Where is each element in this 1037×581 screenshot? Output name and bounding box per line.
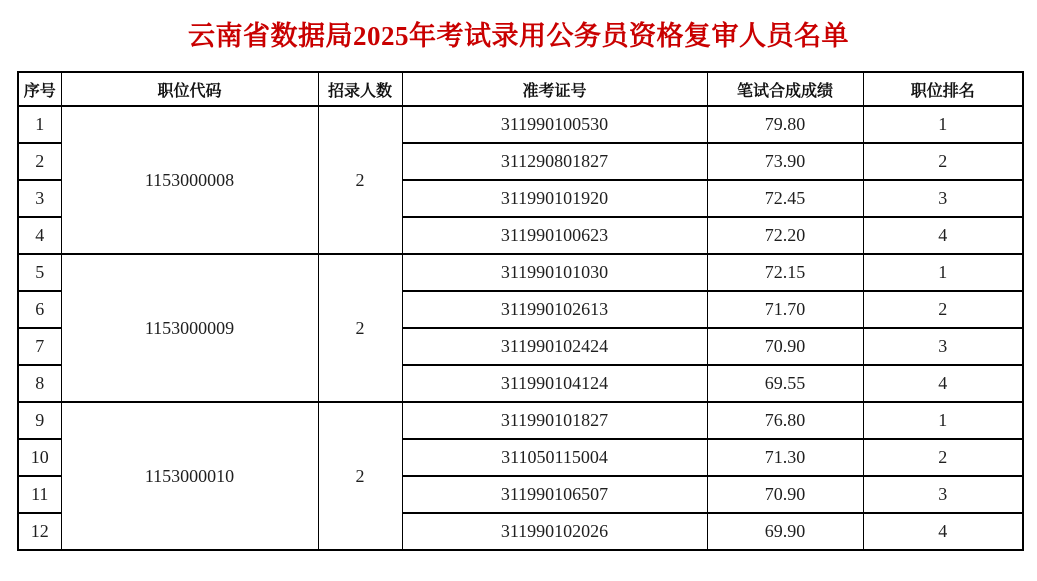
cell-ticket-number: 311990101030 [402, 254, 707, 291]
column-header-rank: 职位排名 [863, 72, 1023, 106]
cell-position-code: 1153000009 [61, 254, 318, 402]
cell-rank: 4 [863, 513, 1023, 550]
cell-ticket-number: 311990102613 [402, 291, 707, 328]
cell-index: 2 [18, 143, 61, 180]
cell-rank: 4 [863, 217, 1023, 254]
cell-score: 69.90 [707, 513, 863, 550]
cell-rank: 4 [863, 365, 1023, 402]
cell-rank: 3 [863, 476, 1023, 513]
cell-score: 70.90 [707, 328, 863, 365]
cell-index: 1 [18, 106, 61, 143]
cell-recruit-count: 2 [318, 402, 402, 550]
cell-index: 9 [18, 402, 61, 439]
cell-index: 7 [18, 328, 61, 365]
table-row [18, 106, 1023, 143]
cell-rank: 1 [863, 106, 1023, 143]
cell-ticket-number: 311990100623 [402, 217, 707, 254]
qualification-review-table [17, 71, 1024, 551]
cell-rank: 3 [863, 328, 1023, 365]
table-row [18, 402, 1023, 439]
page-title: 云南省数据局2025年考试录用公务员资格复审人员名单 [188, 21, 849, 51]
cell-ticket-number: 311990101920 [402, 180, 707, 217]
cell-ticket-number: 311290801827 [402, 143, 707, 180]
cell-ticket-number: 311050115004 [402, 439, 707, 476]
cell-rank: 2 [863, 291, 1023, 328]
cell-score: 79.80 [707, 106, 863, 143]
cell-score: 72.15 [707, 254, 863, 291]
cell-position-code: 1153000010 [61, 402, 318, 550]
cell-score: 72.20 [707, 217, 863, 254]
cell-score: 70.90 [707, 476, 863, 513]
column-header-recruit-count: 招录人数 [318, 72, 402, 106]
cell-index: 8 [18, 365, 61, 402]
cell-recruit-count: 2 [318, 106, 402, 254]
table-row [18, 254, 1023, 291]
column-header-score: 笔试合成成绩 [707, 72, 863, 106]
cell-score: 72.45 [707, 180, 863, 217]
cell-score: 71.30 [707, 439, 863, 476]
cell-score: 71.70 [707, 291, 863, 328]
cell-rank: 3 [863, 180, 1023, 217]
cell-score: 73.90 [707, 143, 863, 180]
column-header-ticket-number: 准考证号 [402, 72, 707, 106]
cell-ticket-number: 311990101827 [402, 402, 707, 439]
cell-position-code: 1153000008 [61, 106, 318, 254]
cell-rank: 1 [863, 402, 1023, 439]
cell-rank: 2 [863, 439, 1023, 476]
cell-ticket-number: 311990100530 [402, 106, 707, 143]
cell-rank: 1 [863, 254, 1023, 291]
cell-index: 10 [18, 439, 61, 476]
cell-index: 4 [18, 217, 61, 254]
cell-index: 5 [18, 254, 61, 291]
cell-ticket-number: 311990106507 [402, 476, 707, 513]
cell-ticket-number: 311990102026 [402, 513, 707, 550]
cell-recruit-count: 2 [318, 254, 402, 402]
cell-rank: 2 [863, 143, 1023, 180]
cell-index: 11 [18, 476, 61, 513]
table-header-row [18, 72, 1023, 106]
cell-ticket-number: 311990102424 [402, 328, 707, 365]
column-header-index: 序号 [18, 72, 61, 106]
cell-score: 69.55 [707, 365, 863, 402]
cell-index: 6 [18, 291, 61, 328]
cell-index: 12 [18, 513, 61, 550]
column-header-position-code: 职位代码 [61, 72, 318, 106]
cell-index: 3 [18, 180, 61, 217]
cell-score: 76.80 [707, 402, 863, 439]
cell-ticket-number: 311990104124 [402, 365, 707, 402]
